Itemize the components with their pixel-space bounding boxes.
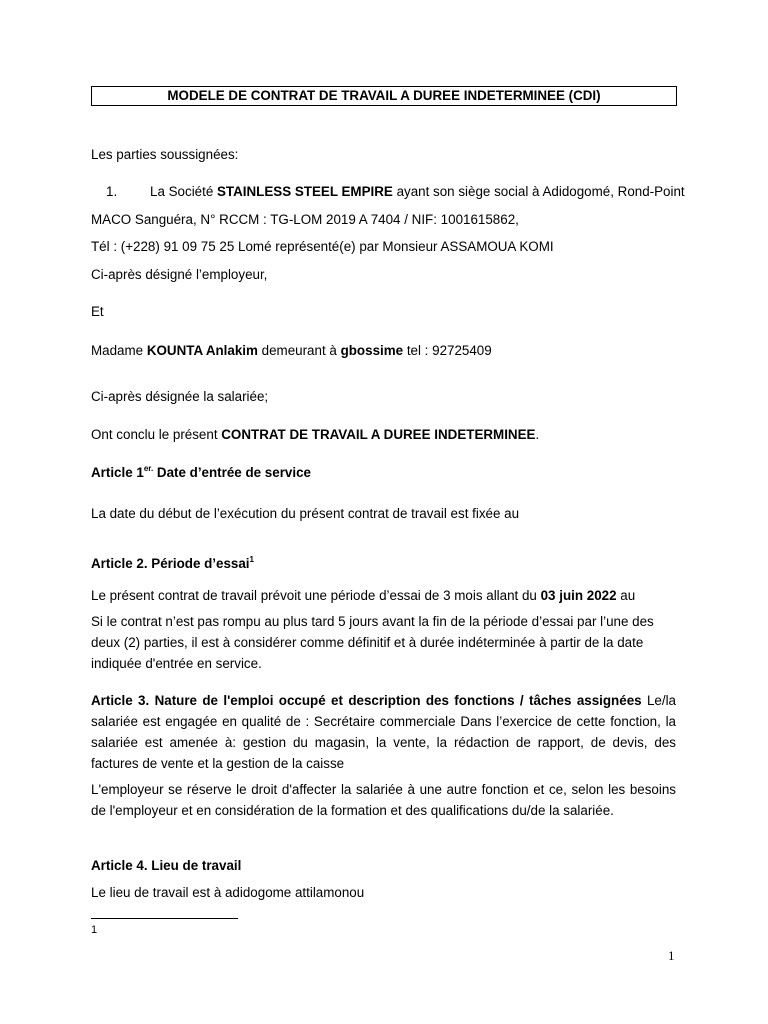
article-2-text-a: Le présent contrat de travail prévoit une période d’essai de 3 mois allant du: [91, 588, 541, 603]
page-number: 1: [668, 948, 675, 963]
article-1-heading: [91, 464, 311, 482]
article-1-title: Date d’entrée de service: [153, 465, 311, 480]
article-4-text: Le lieu de travail est à adidogome attilamonou: [91, 885, 365, 900]
intro-text: Les parties soussignées:: [91, 147, 239, 162]
footnote-number: 1: [91, 924, 98, 936]
article-3-text: Le/la salariée est engagée en qualité de : Secrétaire commerciale Dans l’exercice de cette fonction, la salariée est amenée à: gestion du magasin, la vente, la rédaction de rapport, de devis, des factures de vente et la gestion de la caisse: [91, 693, 677, 771]
employer-line-1: [106, 183, 685, 201]
article-3-paragraph-2: L'employeur se réserve le droit d'affecter la salariée à une autre fonction et ce, selon les besoins de l'employeur et en considération de la formation et des qualifications du/de la salariée.: [91, 782, 676, 818]
employer-line-3: Tél : (+228) 91 09 75 25 Lomé représenté(e) par Monsieur ASSAMOUA KOMI: [91, 239, 554, 254]
article-2-text-b: au: [616, 588, 636, 603]
employer-designation: Ci-après désigné l’employeur,: [91, 267, 268, 282]
concluded-suffix: .: [535, 427, 540, 442]
concluded-prefix: Ont conclu le présent: [91, 427, 222, 442]
article-1-sup: er.: [143, 464, 154, 473]
employee-middle: demeurant à: [257, 343, 341, 358]
employee-place: gbossime: [340, 343, 404, 358]
contract-title: MODELE DE CONTRAT DE TRAVAIL A DUREE INDETERMINEE (CDI): [91, 86, 677, 106]
contract-type: CONTRAT DE TRAVAIL A DUREE INDETERMINEE: [221, 427, 536, 442]
footnote-ref: 1: [249, 555, 254, 564]
list-number: 1.: [106, 184, 118, 199]
company-name: STAINLESS STEEL EMPIRE: [217, 184, 393, 199]
article-1-label: Article 1: [91, 465, 144, 480]
employee-designation: Ci-après désignée la salariée;: [91, 389, 269, 404]
article-2-heading: [91, 555, 254, 573]
employer-line-2: MACO Sanguéra, N° RCCM : TG-LOM 2019 A 7404 / NIF: 1001615862,: [91, 212, 519, 227]
employee-prefix: Madame: [91, 343, 147, 358]
employer-text-a: La Société: [150, 184, 217, 199]
employee-name: KOUNTA Anlakim: [146, 343, 258, 358]
article-4-title: Article 4. Lieu de travail: [91, 858, 242, 873]
article-2-title: Article 2. Période d’essai: [91, 556, 250, 571]
and-text: Et: [91, 304, 104, 319]
footnote-separator: [91, 918, 238, 919]
article-1-text: La date du début de l’exécution du présent contrat de travail est fixée au: [91, 506, 520, 521]
concluded-line: [91, 426, 539, 444]
employee-line: [91, 342, 492, 360]
employee-suffix: tel : 92725409: [403, 343, 492, 358]
article-3-heading: Article 3. Nature de l'emploi occupé et description des fonctions / tâches assignées: [91, 693, 642, 708]
article-2-paragraph: Si le contrat n’est pas rompu au plus tard 5 jours avant la fin de la période d’essai par l’une des deux (2) parties, il est à considérer comme définitif et à durée indéterminée à partir de la date indiquée d'entrée en service.: [91, 614, 654, 671]
article-4-heading: [91, 857, 241, 875]
article-3-paragraph: [91, 690, 676, 774]
article-2-text: [91, 587, 635, 605]
employer-text-b: ayant son siège social à Adidogomé, Rond-Point: [392, 184, 685, 199]
trial-start-date: 03 juin 2022: [540, 588, 617, 603]
